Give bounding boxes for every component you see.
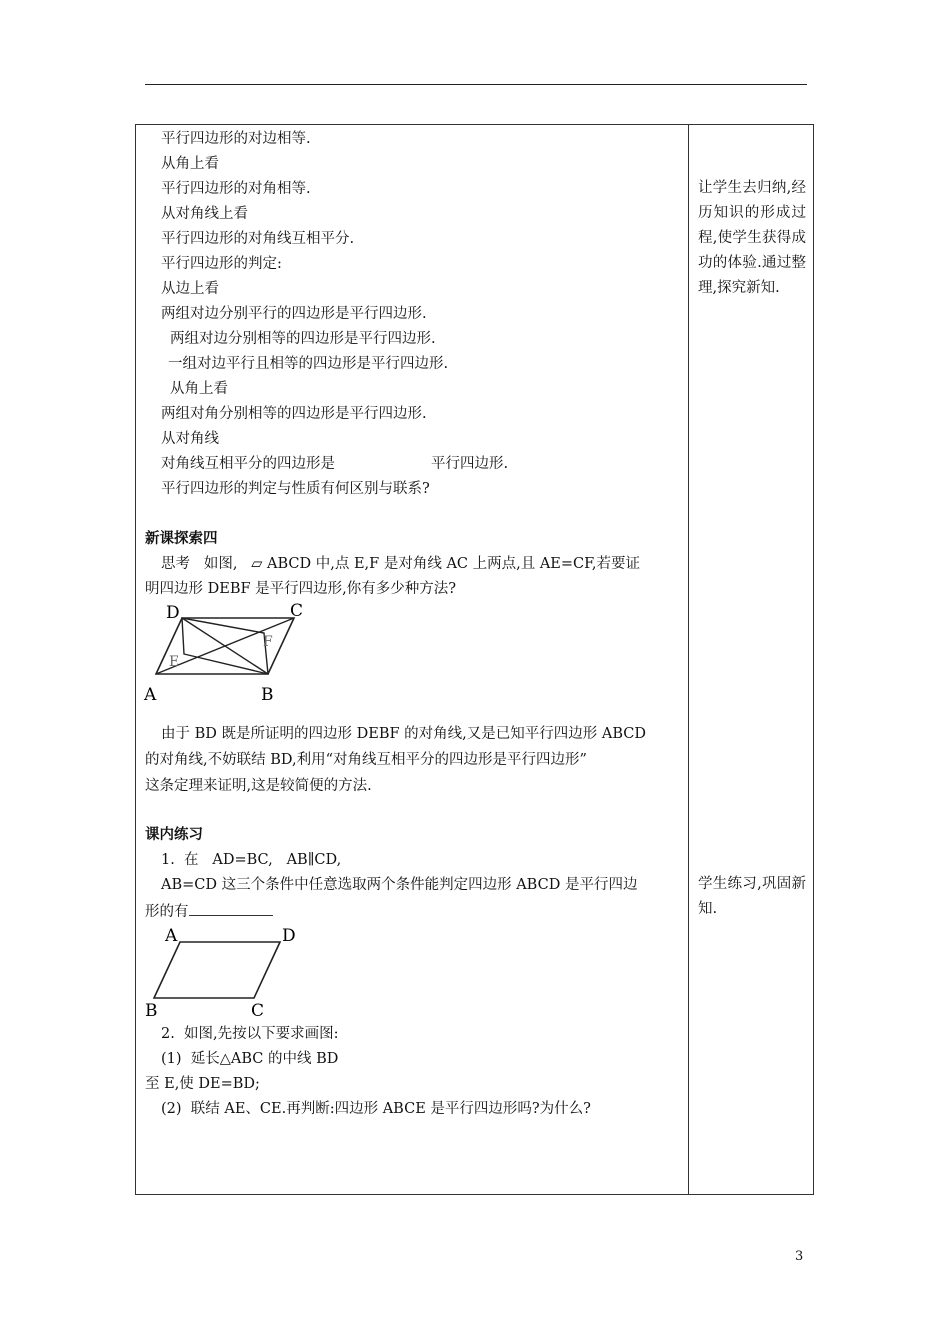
section-heading: 新课探索四 <box>145 530 218 547</box>
text-line: 从角上看 <box>161 156 219 172</box>
parallelogram-figure-1 <box>140 598 315 708</box>
label-a: A <box>144 685 157 705</box>
text-line: 两组对边分别相等的四边形是平行四边形. <box>170 331 436 347</box>
text-line: 平行四边形的对边相等. <box>161 131 311 147</box>
text-line: 从对角线 <box>161 431 219 447</box>
text-line: 明四边形 DEBF 是平行四边形,你有多少种方法? <box>145 581 457 597</box>
column-divider <box>688 125 689 1194</box>
text-line: 2. 如图,先按以下要求画图: <box>161 1026 339 1042</box>
page-number: 3 <box>795 1249 804 1264</box>
text-line: 两组对角分别相等的四边形是平行四边形. <box>161 406 427 422</box>
label-c: C <box>290 601 304 621</box>
text-line: 对角线互相平分的四边形是 <box>161 456 335 472</box>
text-line: 1. 在 AD=BC, AB∥CD, <box>161 852 342 868</box>
label-a: A <box>165 926 178 946</box>
section-heading: 课内练习 <box>145 826 203 843</box>
text-line: 平行四边形的对角线互相平分. <box>161 231 355 247</box>
text-line: 至 E,使 DE=BD; <box>145 1076 260 1092</box>
text-line: 从角上看 <box>170 381 228 397</box>
text-line: 从边上看 <box>161 281 219 297</box>
label-e: E <box>169 654 180 670</box>
text-line: 平行四边形的判定: <box>161 256 282 272</box>
text-line: 从对角线上看 <box>161 206 248 222</box>
text-line: AB=CD 这三个条件中任意选取两个条件能判定四边形 ABCD 是平行四边 <box>161 877 638 893</box>
answer-blank[interactable] <box>189 901 273 916</box>
header-rule <box>145 84 807 85</box>
label-c: C <box>251 1001 265 1021</box>
text-line: 平行四边形的判定与性质有何区别与联系? <box>161 481 430 497</box>
label-d: D <box>166 603 180 623</box>
text-line: (2) 联结 AE、CE.再判断:四边形 ABCE 是平行四边形吗?为什么? <box>161 1101 591 1117</box>
text-line: 两组对边分别平行的四边形是平行四边形. <box>161 306 427 322</box>
text-line <box>145 901 273 921</box>
side-note: 让学生去归纳,经历知识的形成过程,使学生获得成功的体验.通过整理,探究新知. <box>698 180 806 296</box>
parallelogram-figure-2 <box>140 922 315 1022</box>
label-b: B <box>145 1001 158 1021</box>
side-note: 学生练习,巩固新知. <box>698 876 806 917</box>
parallelogram-abcd <box>154 942 280 998</box>
text-line-continued: 平行四边形. <box>431 456 509 472</box>
text-line: 这条定理来证明,这是较简便的方法. <box>145 778 372 794</box>
text-line: 由于 BD 既是所证明的四边形 DEBF 的对角线,又是已知平行四边形 ABCD <box>161 726 646 742</box>
label-d: D <box>282 926 296 946</box>
text-line: 平行四边形的对角相等. <box>161 181 311 197</box>
text-fragment: 形的有 <box>145 904 189 920</box>
text-line: (1) 延长△ABC 的中线 BD <box>161 1051 339 1067</box>
text-line: 一组对边平行且相等的四边形是平行四边形. <box>168 356 449 372</box>
label-b: B <box>261 685 274 705</box>
label-f: F <box>263 634 273 650</box>
text-line: 思考 如图, ▱ ABCD 中,点 E,F 是对角线 AC 上两点,且 AE=CF,若要证 <box>161 556 641 572</box>
text-line: 的对角线,不妨联结 BD,利用“对角线互相平分的四边形是平行四边形” <box>145 752 587 768</box>
